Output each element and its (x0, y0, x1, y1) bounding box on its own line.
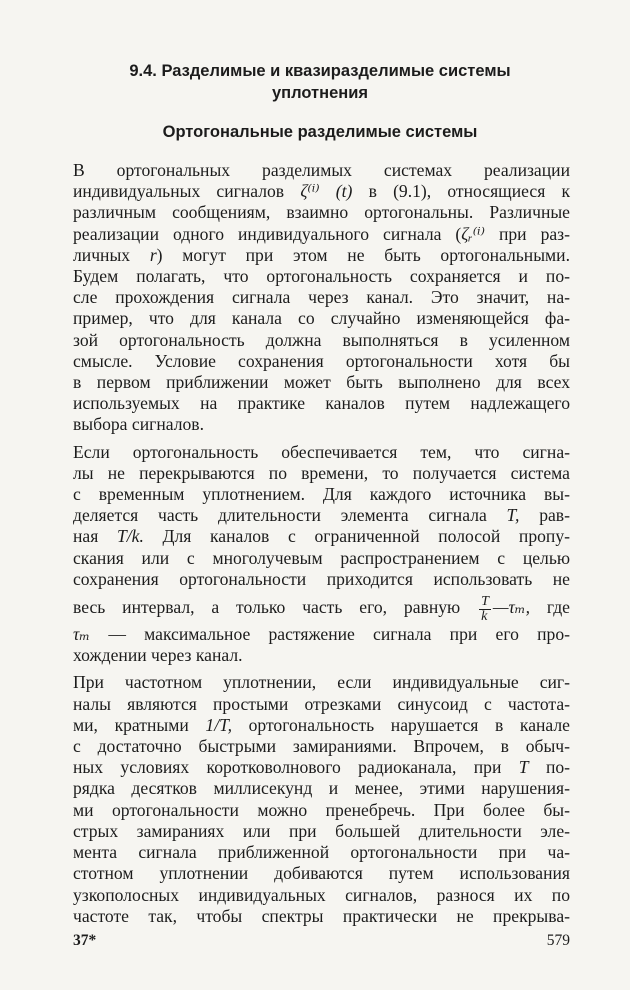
text-line (73, 287, 570, 308)
text-line (73, 463, 570, 484)
text-fragment: личных (73, 244, 131, 265)
text-line-content: с достаточно быстрыми замираниями. Впрочем, в обыч- (73, 736, 570, 757)
text-line (73, 645, 570, 666)
text-fragment: по- (545, 757, 571, 778)
text-line (73, 672, 570, 693)
text-line (73, 393, 570, 414)
text-line (73, 821, 570, 842)
signature-mark: 37* (73, 932, 97, 949)
paragraph-2 (73, 442, 570, 667)
math-symbol: —τₘ, (492, 597, 530, 618)
text-fragment: весь интервал, а только часть его, равную (73, 597, 461, 618)
text-line-content: используемых на практике каналов путем надлежащего (73, 393, 570, 414)
text-line (73, 906, 570, 927)
paragraph-1 (73, 160, 570, 436)
text-line-content: с временным уплотнением. Для каждого источника вы- (73, 484, 570, 505)
fraction (479, 595, 491, 624)
text-line (73, 590, 570, 624)
text-line (73, 266, 570, 287)
math-symbol: T (518, 757, 529, 778)
text-fragment: рав- (539, 505, 570, 526)
text-line (73, 548, 570, 569)
text-line (73, 569, 570, 590)
text-line-content: скания или с многолучевым распространением с целью (73, 547, 570, 568)
body-text (73, 160, 570, 933)
text-fragment: ) могут при этом не быть ортогональными. (156, 244, 570, 265)
text-line-content: зой ортогональность должна выполняться в усиленном (73, 329, 570, 350)
text-line (73, 181, 570, 202)
text-line (73, 160, 570, 181)
text-line (73, 778, 570, 799)
text-fragment: ных условиях коротковолнового радиоканала, при (73, 757, 502, 778)
math-symbol: T, (506, 505, 520, 526)
fraction-denominator: k (481, 608, 488, 624)
fraction-numerator: T (481, 593, 489, 609)
text-line-content: выбора сигналов. (73, 414, 204, 435)
text-line-content: ми ортогональности можно пренебречь. При более бы- (73, 799, 570, 820)
math-symbol: 1/T, (205, 714, 232, 735)
text-line (73, 736, 570, 757)
text-fragment: ортогональность нарушается в канале (248, 714, 570, 735)
math-symbol: r (149, 244, 157, 265)
text-line (73, 202, 570, 223)
text-line (73, 694, 570, 715)
text-line-content: стрых замираниях или при большей длительности эле- (73, 820, 570, 841)
text-line-content: В ортогональных разделимых системах реализации (73, 160, 570, 180)
text-line (73, 885, 570, 906)
text-fragment: Для каналов с ограниченной полосой пропу- (162, 526, 570, 547)
text-line-content: пример, что для канала со случайно изменяющейся фа- (73, 308, 570, 329)
paragraph-3 (73, 672, 570, 926)
text-line (73, 526, 570, 547)
text-fragment: где (546, 597, 570, 618)
text-line-content: налы являются простыми отрезками синусоид с частота- (73, 693, 570, 714)
text-line-content: лы не перекрываются по времени, то получается система (73, 462, 570, 483)
text-line (73, 372, 570, 393)
text-line (73, 757, 570, 778)
section-title (60, 60, 580, 104)
text-line (73, 715, 570, 736)
text-line (73, 505, 570, 526)
text-line-content: сохранения ортогональности приходится использовать не (73, 568, 570, 589)
text-line (73, 351, 570, 372)
text-line (73, 863, 570, 884)
math-symbol: ζᵣ⁽ⁱ⁾ (461, 223, 485, 244)
text-fragment: реализации одного индивидуального сигнала ( (73, 223, 462, 244)
text-fragment: — максимальное растяжение сигнала при его про- (108, 624, 570, 645)
text-line-content: При частотном уплотнении, если индивидуальные сиг- (73, 672, 570, 693)
text-line (73, 308, 570, 329)
subsection-title: Ортогональные разделимые системы (162, 123, 478, 141)
text-fragment: деляется часть длительности элемента сигнала (73, 505, 487, 526)
text-line-content: стотном уплотнении добиваются путем использования (73, 863, 570, 884)
text-line (73, 624, 570, 645)
text-line-content: сле прохождения сигнала через канал. Это значит, на- (73, 287, 570, 308)
text-line (73, 442, 570, 463)
text-line-content: рядка десятков миллисекунд и менее, этими нарушения- (73, 778, 570, 799)
text-line-content: смысле. Условие сохранения ортогональности хотя бы (73, 350, 570, 371)
text-line (73, 414, 570, 435)
text-line (73, 330, 570, 351)
text-fragment: индивидуальных сигналов (73, 181, 285, 202)
text-line (73, 484, 570, 505)
math-symbol: τₘ (73, 624, 91, 645)
text-line-content: хождении через канал. (73, 645, 243, 666)
text-line-content: Если ортогональность обеспечивается тем, что сигна- (73, 441, 570, 462)
text-line (73, 224, 570, 245)
text-line-content: различным сообщениям, взаимно ортогональны. Различные (73, 202, 570, 223)
math-symbol: ζ⁽ⁱ⁾ (t) (300, 181, 353, 202)
math-symbol: T/k. (116, 526, 144, 547)
text-line (73, 245, 570, 266)
text-line-content: частоте так, чтобы спектры практически не прекрыва- (73, 905, 570, 926)
text-line (73, 842, 570, 863)
text-line-content: узкополосных индивидуальных сигналов, разнося их по (73, 884, 570, 905)
text-fragment: ми, кратными (73, 714, 189, 735)
page-number: 579 (546, 932, 570, 949)
text-fragment: в (9.1), относящиеся к (368, 181, 571, 202)
text-line-content: в первом приближении может быть выполнено для всех (73, 372, 570, 393)
text-line (73, 800, 570, 821)
section-title-line2: уплотнения (271, 84, 369, 102)
section-title-line1: 9.4. Разделимые и квазиразделимые системы (129, 62, 511, 80)
text-line-content: мента сигнала приближенной ортогональности при ча- (73, 842, 570, 863)
text-line-content: Будем полагать, что ортогональность сохраняется и по- (73, 266, 570, 287)
text-fragment: ная (73, 526, 99, 547)
text-fragment: при раз- (498, 223, 570, 244)
